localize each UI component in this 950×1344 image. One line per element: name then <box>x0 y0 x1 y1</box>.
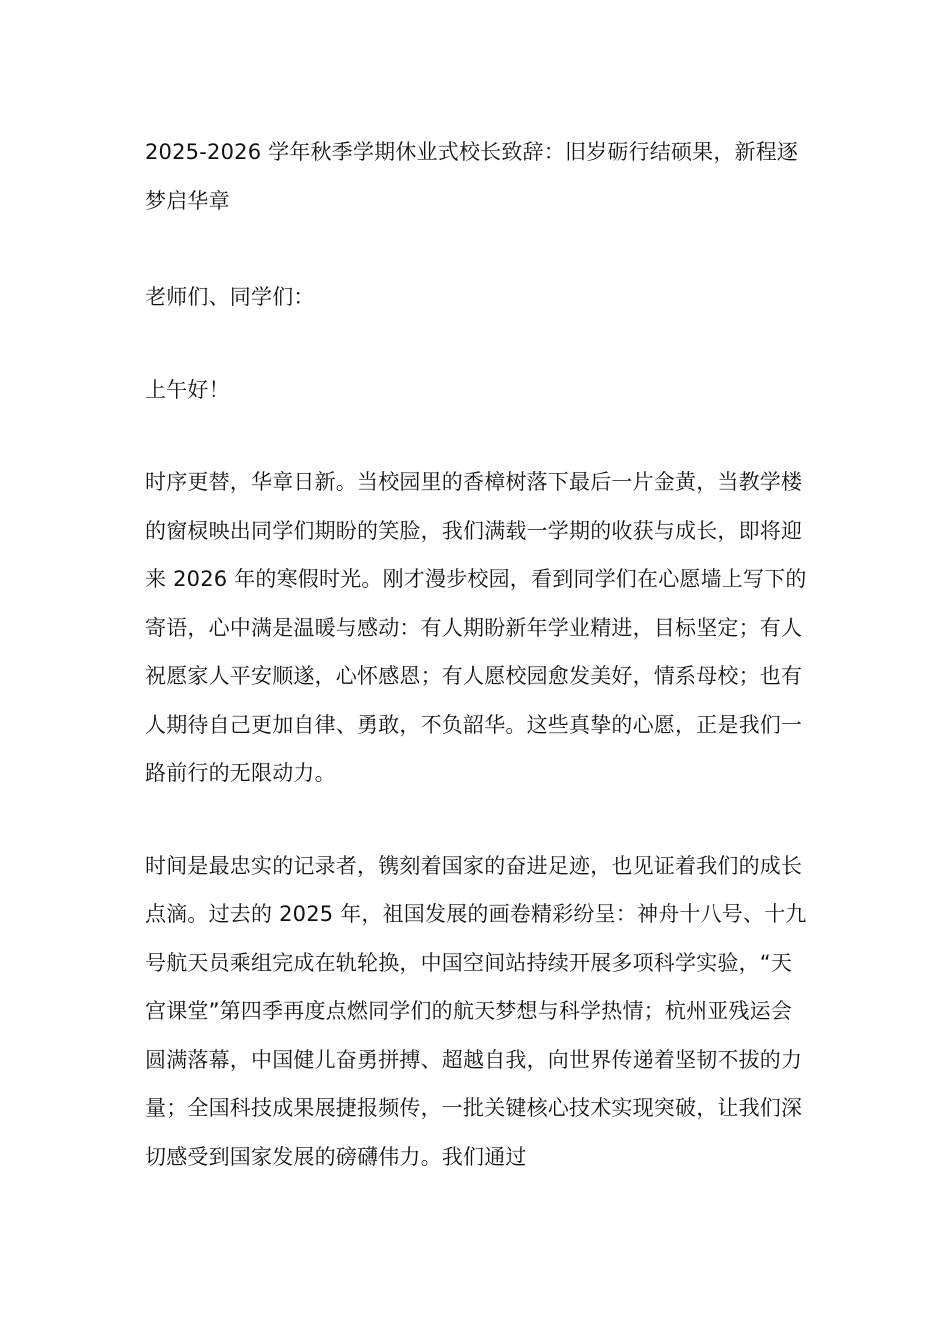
document-body <box>145 128 810 1225</box>
paragraph: 时间是最忠实的记录者，镌刻着国家的奋进足迹，也见证着我们的成长点滴。过去的 2025 年，祖国发展的画卷精彩纷呈：神舟十八号、十九号航天员乘组完成在轨轮换，中国空间站持续开展多项科学实验，“天宫课堂”第四季再度点燃同学们的航天梦想与科学热情；杭州亚残运会圆满落幕，中国健儿奋勇拼搏、超越自我，向世界传递着坚韧不拔的力量；全国科技成果展捷报频传，一批关键核心技术实现突破，让我们深切感受到国家发展的磅礴伟力。我们通过 <box>145 853 807 1169</box>
salutation: 老师们、同学们： <box>145 285 315 309</box>
document-title: 2025-2026 学年秋季学期休业式校长致辞：旧岁砺行结硕果，新程逐梦启华章 <box>145 140 799 213</box>
greeting: 上午好！ <box>145 377 230 402</box>
paragraph: 时序更替，华章日新。当校园里的香樟树落下最后一片金黄，当教学楼的窗棂映出同学们期盼的笑脸，我们满载一学期的收获与成长，即将迎来 2026 年的寒假时光。刚才漫步校园，看到同学们在心愿墙上写下的寄语，心中满是温暖与感动：有人期盼新年学业精进，目标坚定；有人祝愿家人平安顺遂，心怀感恩；有人愿校园愈发美好，情系母校；也有人期待自己更加自律、勇敢，不负韶华。这些真挚的心愿，正是我们一路前行的无限动力。 <box>145 470 807 785</box>
